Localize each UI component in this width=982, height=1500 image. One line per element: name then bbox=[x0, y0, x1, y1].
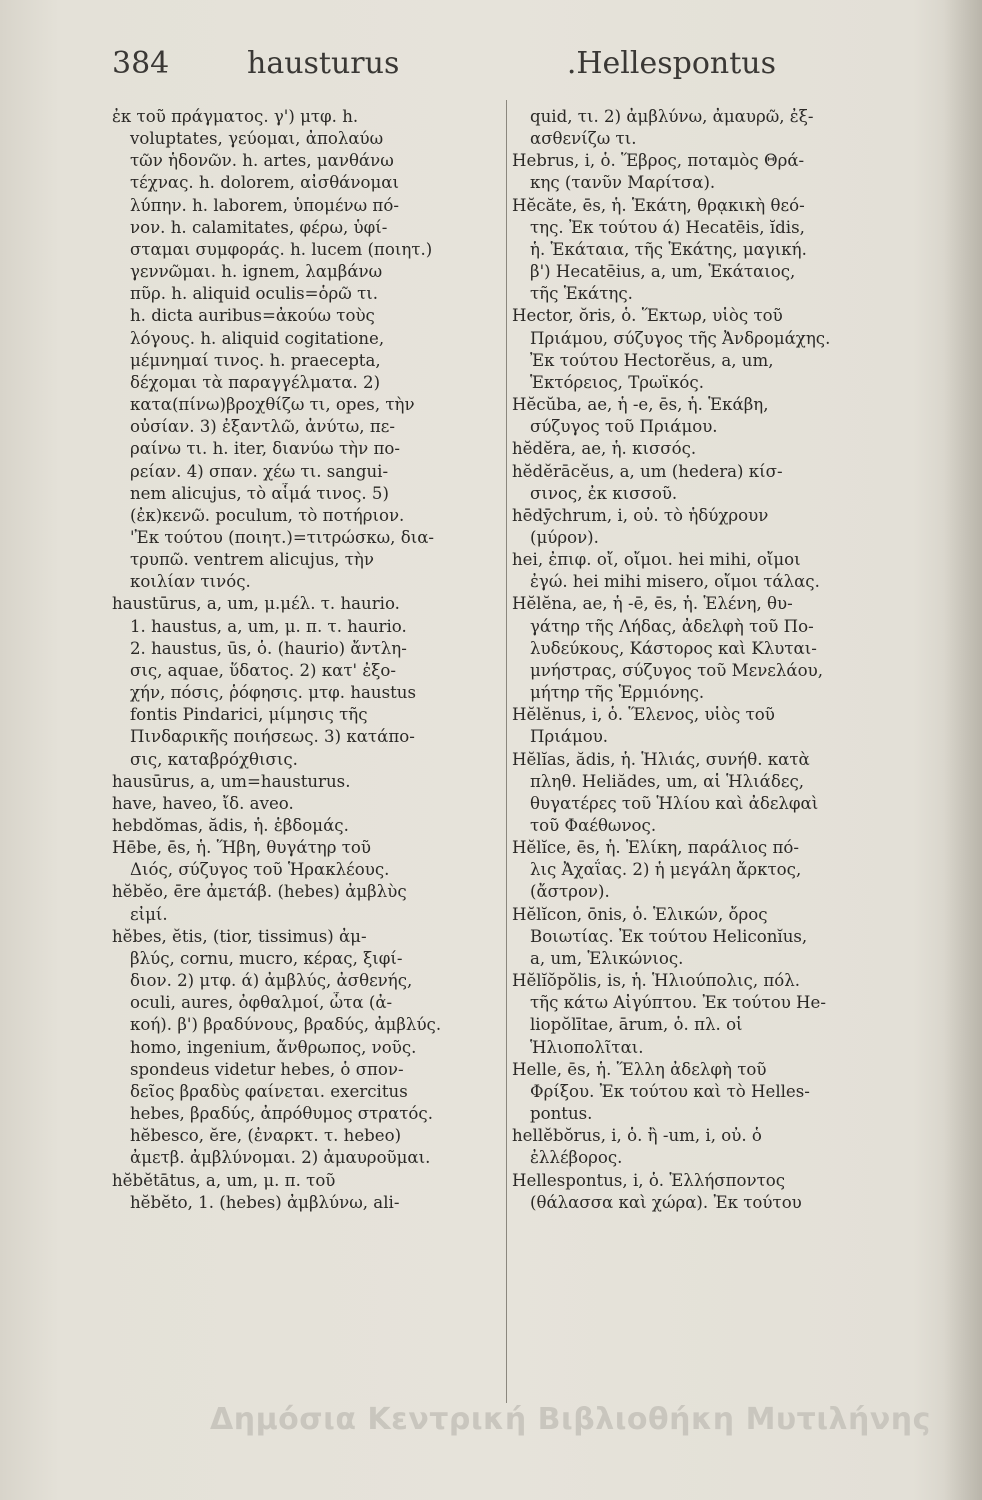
entry-line: μήτηρ τῆς Ἑρμιόνης. bbox=[530, 683, 705, 703]
entry-line: τῆς Ἑκάτης. bbox=[530, 284, 633, 304]
entry-line: hei, ἐπιφ. οἴ, οἴμοι. hei mihi, οἴμοι bbox=[512, 550, 801, 570]
entry-line: haustūrus, a, um, μ.μέλ. τ. haurio. bbox=[112, 594, 400, 614]
entry-line: (μύρον). bbox=[530, 527, 599, 547]
entry-line: Φρίξου. Ἐκ τούτου καὶ τὸ Helles- bbox=[530, 1081, 810, 1101]
entry-line: Πριάμου, σύζυγος τῆς Ἀνδρομάχης. bbox=[530, 328, 831, 348]
entry-line: τῆς κάτω Αἰγύπτου. Ἐκ τούτου He- bbox=[530, 993, 826, 1013]
entry-line: ἐλλέβορος. bbox=[530, 1148, 623, 1168]
entry-line: hebdŏmas, ădis, ἡ. ἑβδομάς. bbox=[112, 816, 349, 835]
entry-line: γάτηρ τῆς Λήδας, ἀδελφὴ τοῦ Πο- bbox=[530, 616, 814, 636]
entry-line: hĕdĕra, ae, ἡ. κισσός. bbox=[512, 439, 697, 459]
entry-line: spondeus videtur hebes, ὁ σπον- bbox=[130, 1059, 404, 1079]
entry-line: Hĕlĕna, ae, ἡ -ē, ēs, ἡ. Ἑλένη, θυ- bbox=[512, 594, 793, 614]
entry-line: σινος, ἐκ κισσοῦ. bbox=[530, 483, 678, 503]
entry-line: λις Ἀχαΐας. 2) ἡ μεγάλη ἄρκτος, bbox=[530, 860, 802, 880]
entry-line: have, haveo, ἴδ. aveo. bbox=[112, 793, 294, 813]
entry-line: oculi, aures, ὀφθαλμοί, ὦτα (ἀ- bbox=[130, 993, 393, 1013]
entry-line: λύπην. h. laborem, ὑπομένω πό- bbox=[130, 195, 399, 215]
page-header bbox=[112, 46, 776, 90]
right-guide-word: .Hellespontus bbox=[566, 46, 776, 81]
entry-line: Hĕlĭce, ēs, ἡ. Ἑλίκη, παράλιος πό- bbox=[512, 838, 799, 858]
entry-line: εἰμί. bbox=[130, 904, 168, 924]
entry-line: κοιλίαν τινός. bbox=[130, 572, 251, 592]
entry-line: Πριάμου. bbox=[530, 727, 609, 747]
entry-line: β') Hecatēius, a, um, Ἑκάταιος, bbox=[530, 262, 796, 282]
entry-line: ἐγώ. hei mihi misero, οἴμοι τάλας. bbox=[530, 572, 820, 592]
entry-line: Helle, ēs, ἡ. Ἕλλη ἀδελφὴ τοῦ bbox=[512, 1059, 767, 1079]
entry-line: 2. haustus, ūs, ὁ. (haurio) ἄντλη- bbox=[130, 638, 407, 658]
entry-line: (ἐκ)κενῶ. poculum, τὸ ποτήριον. bbox=[130, 505, 405, 525]
entry-line: Hĕlĕnus, i, ὁ. Ἕλενος, υἱὸς τοῦ bbox=[512, 705, 775, 725]
entry-line: ρείαν. 4) σπαν. χέω τι. sangui- bbox=[130, 461, 389, 481]
entry-line: pontus. bbox=[530, 1104, 593, 1124]
entry-line: Βοιωτίας. Ἐκ τούτου Heliconĭus, bbox=[530, 926, 808, 946]
entry-line: πῦρ. h. aliquid oculis=ὁρῶ τι. bbox=[130, 284, 379, 304]
entry-line: σύζυγος τοῦ Πριάμου. bbox=[530, 417, 718, 437]
entry-line: 1. haustus, a, um, μ. π. τ. haurio. bbox=[130, 616, 407, 636]
entry-line: κης (τανῦν Μαρίτσα). bbox=[530, 173, 716, 193]
entry-line: Ἑκτόρειος, Τρωϊκός. bbox=[530, 372, 704, 392]
entry-line: ασθενίζω τι. bbox=[530, 129, 637, 149]
left-column bbox=[112, 106, 506, 1406]
entry-line: ἐκ τοῦ πράγματος. γ') μτφ. h. bbox=[112, 107, 359, 126]
entry-line: Ἐκ τούτου Hectorĕus, a, um, bbox=[530, 350, 774, 370]
entry-line: hĕbĕto, 1. (hebes) ἀμβλύνω, ali- bbox=[130, 1192, 400, 1212]
entry-line: hausūrus, a, um=hausturus. bbox=[112, 771, 351, 791]
entry-line: δέχομαι τὰ παραγγέλματα. 2) bbox=[130, 372, 381, 392]
entry-line: μνήστρας, σύζυγος τοῦ Μενελάου, bbox=[530, 660, 823, 680]
entry-line: ἡ. Ἑκάταια, τῆς Ἑκάτης, μαγική. bbox=[530, 239, 807, 259]
entry-line: σταμαι συμφοράς. h. lucem (ποιητ.) bbox=[130, 239, 433, 259]
entry-line: λόγους. h. aliquid cogitatione, bbox=[130, 328, 385, 348]
entry-line: λυδεύκους, Κάστορος καὶ Κλυται- bbox=[530, 638, 817, 658]
entry-line: Hĕlĭcon, ōnis, ὁ. Ἑλικών, ὄρος bbox=[512, 904, 768, 924]
entry-line: hĕbes, ĕtis, (tior, tissimus) ἀμ- bbox=[112, 926, 367, 946]
entry-line: ἀμετβ. ἀμβλύνομαι. 2) ἀμαυροῦμαι. bbox=[130, 1148, 431, 1168]
entry-line: hĕdĕrācĕus, a, um (hedera) κίσ- bbox=[512, 461, 783, 481]
entry-line: quid, τι. 2) ἀμβλύνω, ἀμαυρῶ, ἐξ- bbox=[530, 107, 814, 126]
entry-line: Διός, σύζυγος τοῦ Ἡρακλέους. bbox=[130, 860, 390, 880]
entry-line: της. Ἐκ τούτου ά) Hecatēis, ĭdis, bbox=[530, 217, 805, 237]
entry-line: hellĕbŏrus, i, ὁ. ἢ -um, i, οὐ. ὁ bbox=[512, 1126, 762, 1146]
entry-line: κατα(πίνω)βροχθίζω τι, opes, τὴν bbox=[130, 395, 415, 415]
page-edge-shadow bbox=[944, 0, 982, 1500]
entry-line: τοῦ Φαέθωνος. bbox=[530, 816, 657, 835]
entry-line: Hebrus, i, ὁ. Ἕβρος, ποταμὸς Θρά- bbox=[512, 151, 805, 171]
entry-line: hĕbesco, ĕre, (ἐναρκτ. τ. hebeo) bbox=[130, 1126, 402, 1146]
entry-line: voluptates, γεύομαι, ἀπολαύω bbox=[130, 129, 384, 149]
entry-line: δεῖος βραδὺς φαίνεται. exercitus bbox=[130, 1081, 408, 1101]
entry-line: Hellespontus, i, ὁ. Ἑλλήσποντος bbox=[512, 1170, 786, 1190]
entry-line: homo, ingenium, ἄνθρωπος, νοῦς. bbox=[130, 1037, 417, 1057]
entry-line: hēdȳchrum, i, οὐ. τὸ ἡδύχρουν bbox=[512, 505, 769, 525]
entry-line: a, um, Ἑλικώνιος. bbox=[530, 948, 684, 968]
entry-line: fontis Pindarici, μίμησις τῆς bbox=[130, 705, 368, 725]
entry-line: liopŏlītae, ārum, ὁ. πλ. οἱ bbox=[530, 1015, 743, 1035]
entry-line: Hĕcăte, ēs, ἡ. Ἑκάτη, θρᾳκικὴ θεό- bbox=[512, 195, 805, 215]
page-number: 384 bbox=[112, 46, 170, 81]
entry-line: σις, καταβρόχθισις. bbox=[130, 749, 298, 769]
entry-line: nem alicujus, τὸ αἷμά τινος. 5) bbox=[130, 483, 389, 503]
entry-line: hĕbĕtātus, a, um, μ. π. τοῦ bbox=[112, 1170, 336, 1190]
entry-line: πληθ. Heliădes, um, αἱ Ἡλιάδες, bbox=[530, 771, 805, 791]
entry-line: hebes, βραδύς, ἀπρόθυμος στρατός. bbox=[130, 1104, 433, 1124]
entry-line: μέμνημαί τινος. h. praecepta, bbox=[130, 350, 381, 370]
entry-line: τέχνας. h. dolorem, αἰσθάνομαι bbox=[130, 173, 399, 193]
column-divider bbox=[506, 100, 507, 1403]
right-column bbox=[512, 106, 894, 1406]
entry-line: hĕbĕo, ēre ἀμετάβ. (hebes) ἀμβλὺς bbox=[112, 882, 407, 902]
entry-line: διον. 2) μτφ. ά) ἀμβλύς, ἀσθενής, bbox=[130, 971, 413, 991]
entry-line: Hĕlĭŏpŏlis, is, ἡ. Ἡλιούπολις, πόλ. bbox=[512, 971, 801, 991]
entry-line: τρυπῶ. ventrem alicujus, τὴν bbox=[130, 550, 374, 570]
entry-line: τῶν ἡδονῶν. h. artes, μανθάνω bbox=[130, 151, 394, 171]
entry-line: θυγατέρες τοῦ Ἡλίου καὶ ἀδελφαὶ bbox=[530, 793, 819, 813]
entry-line: (θάλασσα καὶ χώρα). Ἐκ τούτου bbox=[530, 1192, 802, 1212]
entry-line: χήν, πόσις, ῥόφησις. μτφ. haustus bbox=[130, 683, 416, 703]
entry-line: γεννῶμαι. h. ignem, λαμβάνω bbox=[130, 262, 383, 282]
entry-line: Hector, ŏris, ὁ. Ἕκτωρ, υἱὸς τοῦ bbox=[512, 306, 783, 326]
entry-line: h. dicta auribus=ἀκούω τοὺς bbox=[130, 306, 375, 326]
entry-line: Πινδαρικῆς ποιήσεως. 3) κατάπο- bbox=[130, 727, 415, 747]
entry-line: (ἄστρον). bbox=[530, 882, 610, 902]
entry-line: Hēbe, ēs, ἡ. Ἥβη, θυγάτηρ τοῦ bbox=[112, 838, 371, 858]
entry-line: Hĕcŭba, ae, ἡ -e, ēs, ἡ. Ἑκάβη, bbox=[512, 395, 769, 415]
entry-line: ραίνω τι. h. iter, διανύω τὴν πο- bbox=[130, 439, 400, 459]
entry-line: οὐσίαν. 3) ἐξαντλῶ, ἀνύτω, πε- bbox=[130, 417, 395, 437]
entry-line: βλύς, cornu, mucro, κέρας, ξιφί- bbox=[130, 948, 403, 968]
entry-line: κοή). β') βραδύνους, βραδύς, ἀμβλύς. bbox=[130, 1015, 442, 1035]
entry-line: Hĕlĭas, ădis, ἡ. Ἡλιάς, συνήθ. κατὰ bbox=[512, 749, 810, 769]
entry-line: νον. h. calamitates, φέρω, ὑφί- bbox=[130, 217, 388, 237]
entry-line: σις, aquae, ὕδατος. 2) κατ' ἐξο- bbox=[130, 660, 396, 680]
entry-line: Ἡλιοπολῖται. bbox=[530, 1037, 644, 1057]
left-guide-word: hausturus bbox=[247, 46, 400, 81]
entry-line: 'Ἐκ τούτου (ποιητ.)=τιτρώσκω, δια- bbox=[130, 527, 435, 547]
library-watermark: Δημόσια Κεντρική Βιβλιοθήκη Μυτιλήνης bbox=[210, 1402, 931, 1437]
